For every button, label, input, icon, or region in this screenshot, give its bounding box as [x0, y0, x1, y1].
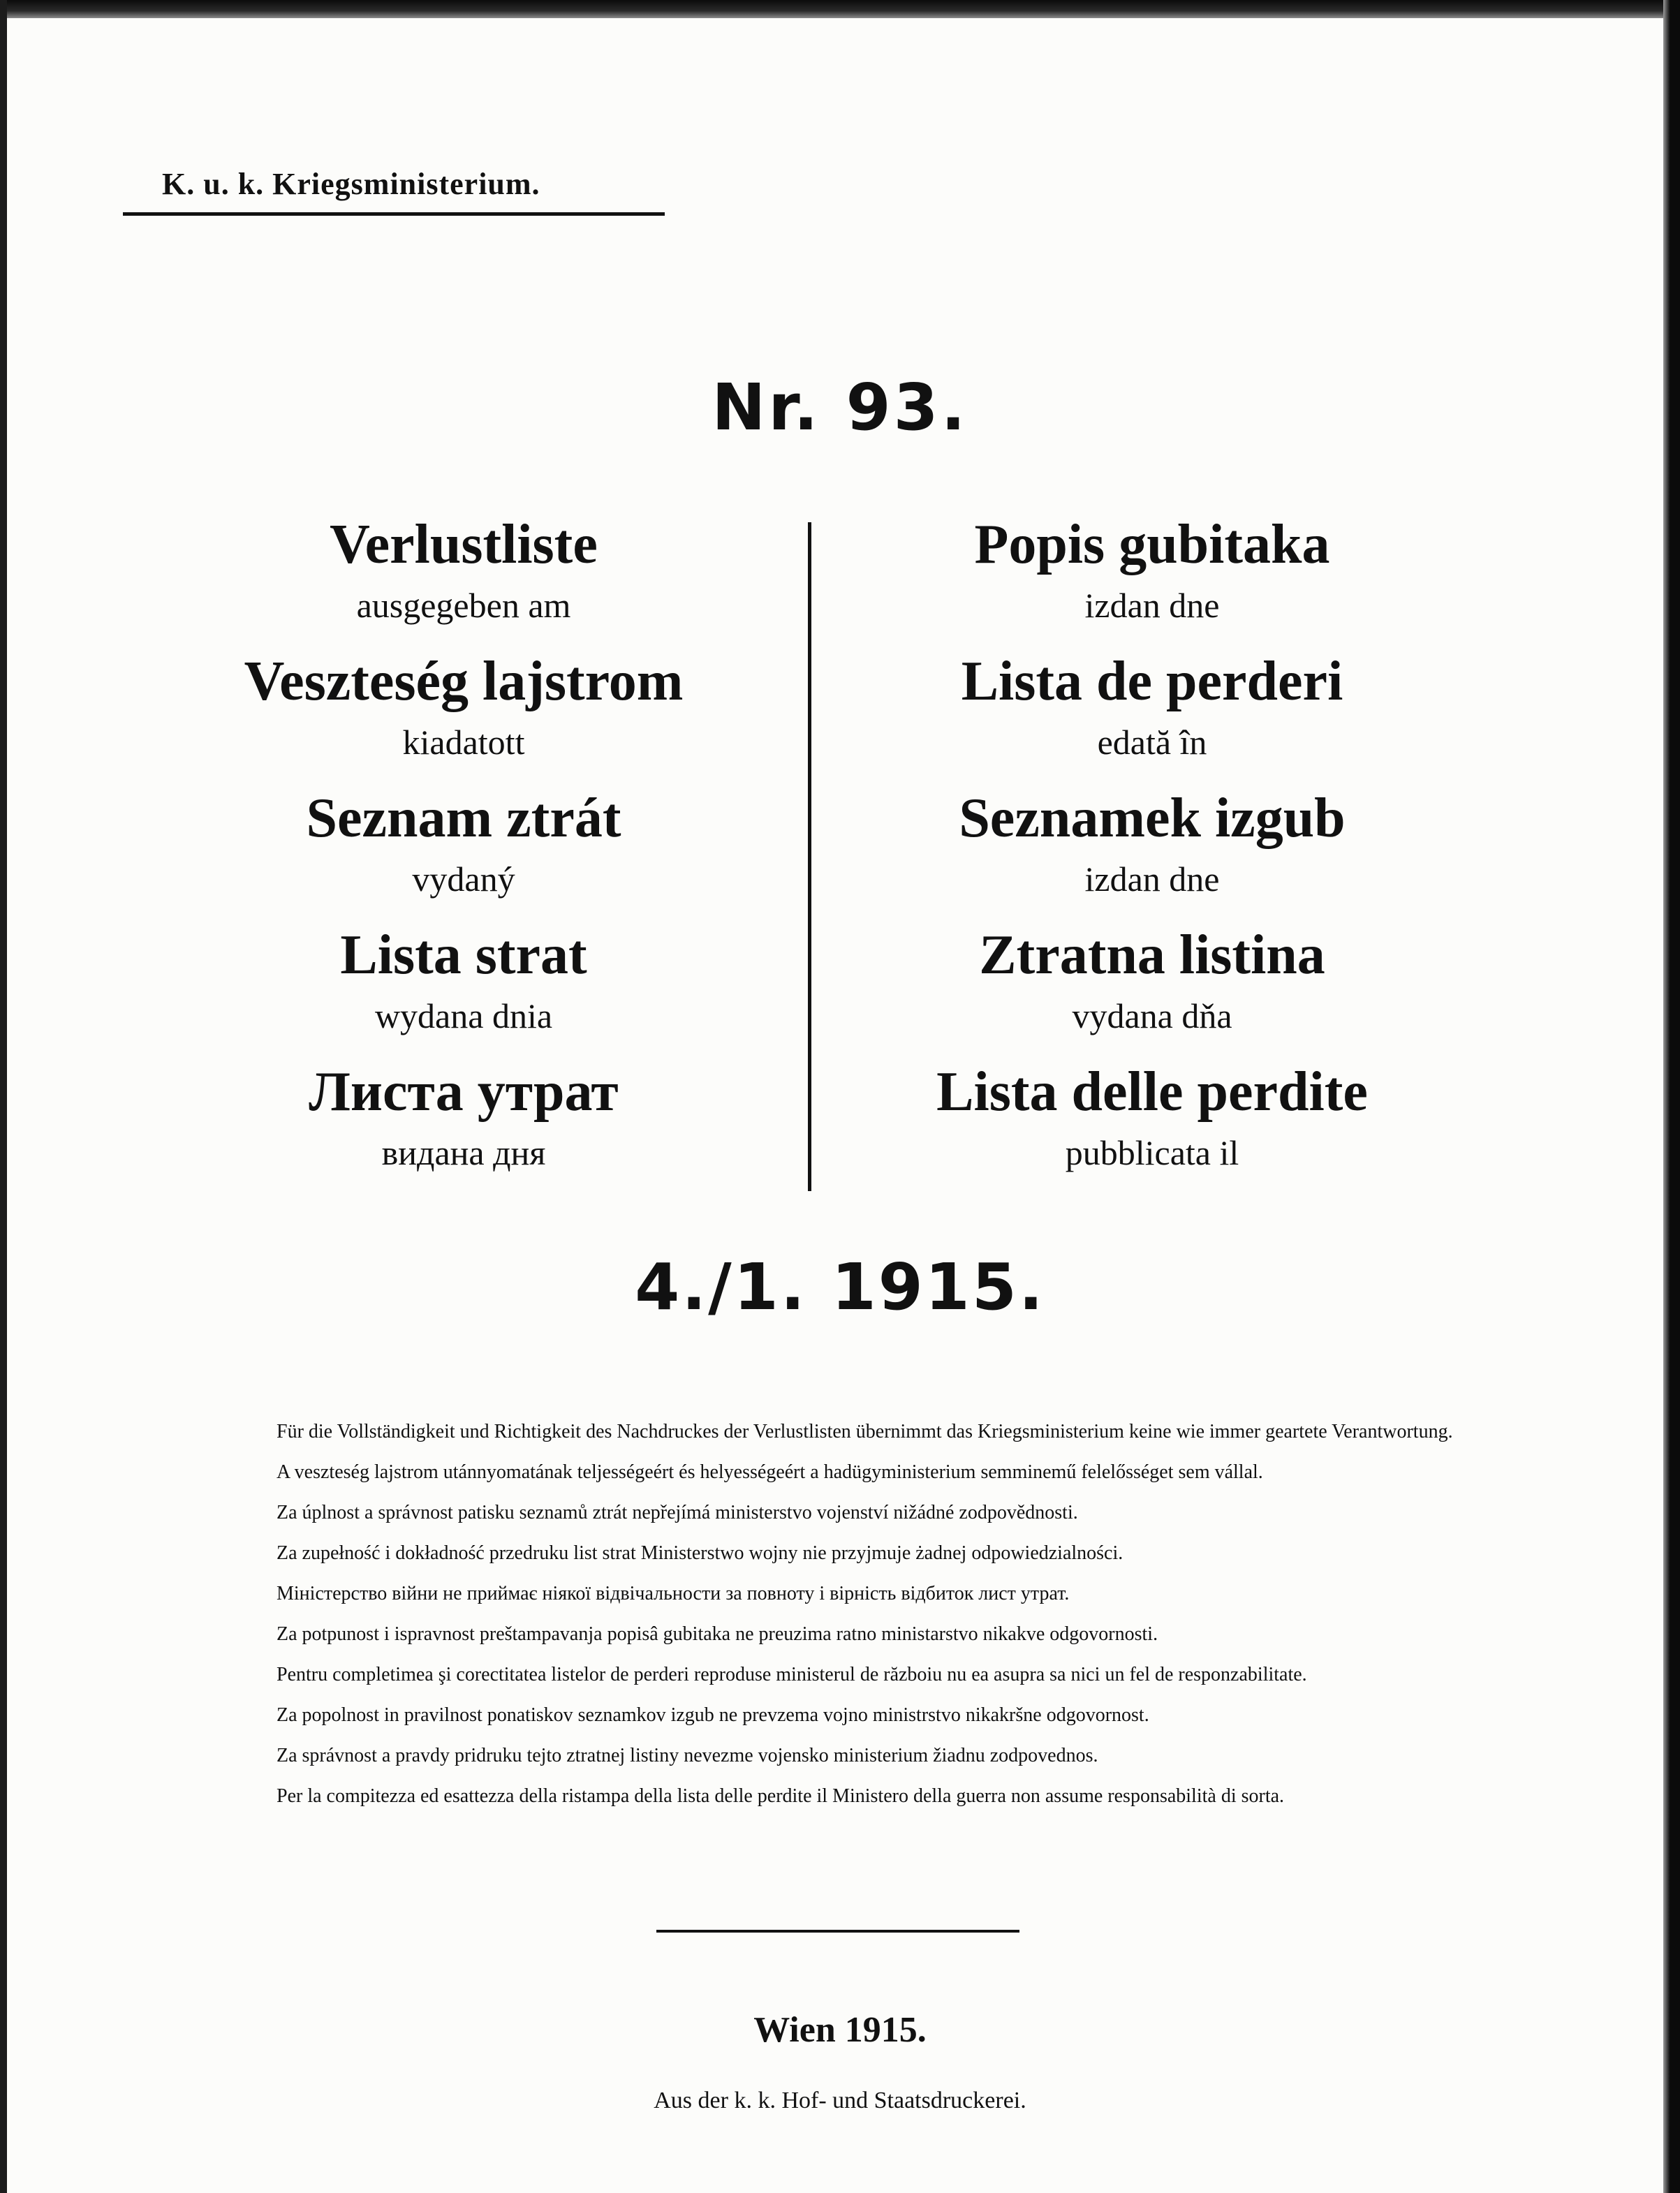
list-subtitle: izdan dne [1084, 586, 1220, 625]
list-subtitle: wydana dnia [374, 996, 553, 1035]
footer-place-year: Wien 1915. [753, 2010, 927, 2050]
list-subtitle: ausgegeben am [356, 586, 571, 625]
lang-block-german [115, 508, 813, 645]
issue-date: 4./1. 1915. [635, 1250, 1045, 1324]
disclaimer-croatian: Za potpunost i ispravnost preštampavanja popisâ gubitaka ne preuzima ratno ministarstvo nikakve odgovornosti. [277, 1623, 1158, 1645]
lang-block-hungarian [115, 645, 813, 782]
lang-block-czech [115, 782, 813, 919]
left-column [115, 508, 813, 1193]
list-subtitle: vydaný [412, 859, 515, 899]
disclaimer-slovenian: Za popolnost in pravilnost ponatiskov seznamkov izgub ne prevzema vojno ministrstvo nikakršne odgovornost. [277, 1704, 1149, 1726]
footer-rule [656, 1930, 1019, 1933]
disclaimer-polish: Za zupełność i dokładność przedruku list strat Ministerstwo wojny nie przyjmuje żadnej odpowiedzialności. [277, 1542, 1123, 1564]
list-title: Листа утрат [309, 1061, 619, 1123]
scan-border-top [0, 0, 1680, 18]
lang-block-croatian [803, 508, 1501, 645]
list-title: Ztratna listina [979, 924, 1325, 986]
list-subtitle: vydana dňa [1072, 996, 1232, 1035]
lang-block-romanian [803, 645, 1501, 782]
lang-block-slovenian [803, 782, 1501, 919]
lang-block-ukrainian [115, 1056, 813, 1193]
list-subtitle: izdan dne [1084, 859, 1220, 899]
list-title: Verlustliste [330, 514, 598, 575]
lang-block-polish [115, 919, 813, 1056]
list-title: Popis gubitaka [974, 514, 1330, 575]
disclaimer-czech: Za úplnost a správnost patisku seznamů ztrát nepřejímá ministerstvo vojenství nižádné zodpovědnosti. [277, 1502, 1078, 1523]
disclaimer-ukrainian: Міністерство війни не приймає ніякої відвічальности за повноту і вірність відбиток лист утрат. [277, 1583, 1070, 1604]
disclaimer-german: Für die Vollständigkeit und Richtigkeit des Nachdruckes der Verlustlisten übernimmt das Kriegsministerium keine wie immer geartete Verantwortung. [277, 1421, 1453, 1442]
list-subtitle: pubblicata il [1065, 1133, 1239, 1172]
disclaimer-slovak: Za správnost a pravdy pridruku tejto ztratnej listiny nevezme vojensko ministerium žiadnu zodpovednos. [277, 1745, 1098, 1766]
list-title: Lista strat [340, 924, 587, 986]
footer-printer: Aus der k. k. Hof- und Staatsdruckerei. [654, 2088, 1026, 2113]
disclaimer-hungarian: A veszteség lajstrom utánnyomatának teljességeért és helyességeért a hadügyministerium semminemű felelősséget sem vállal. [277, 1461, 1263, 1483]
issue-number: Nr. 93. [712, 370, 968, 445]
list-subtitle: edată în [1097, 723, 1207, 762]
list-subtitle: видана дня [381, 1133, 546, 1172]
lang-block-italian [803, 1056, 1501, 1193]
lang-block-slovak [803, 919, 1501, 1056]
disclaimer-romanian: Pentru completimea şi corectitatea listelor de perderi reproduse ministerul de războiu nu ea asupra sa nici un fel de responzabilitate. [277, 1664, 1307, 1685]
list-subtitle: kiadatott [402, 723, 525, 762]
scan-border-left [0, 0, 7, 2193]
scan-border-right [1663, 0, 1680, 2193]
list-title: Veszteség lajstrom [244, 651, 684, 712]
list-title: Lista de perderi [961, 651, 1343, 712]
list-title: Lista delle perdite [936, 1061, 1368, 1123]
right-column [803, 508, 1501, 1193]
ministry-header: K. u. k. Kriegsministerium. [162, 167, 540, 201]
header-underline [123, 212, 665, 216]
list-title: Seznamek izgub [959, 788, 1346, 849]
disclaimer-section [123, 1402, 1484, 1823]
list-title: Seznam ztrát [306, 788, 621, 849]
disclaimer-italian: Per la compitezza ed esattezza della ristampa della lista delle perdite il Ministero della guerra non assume responsabilità di sorta. [277, 1785, 1285, 1807]
